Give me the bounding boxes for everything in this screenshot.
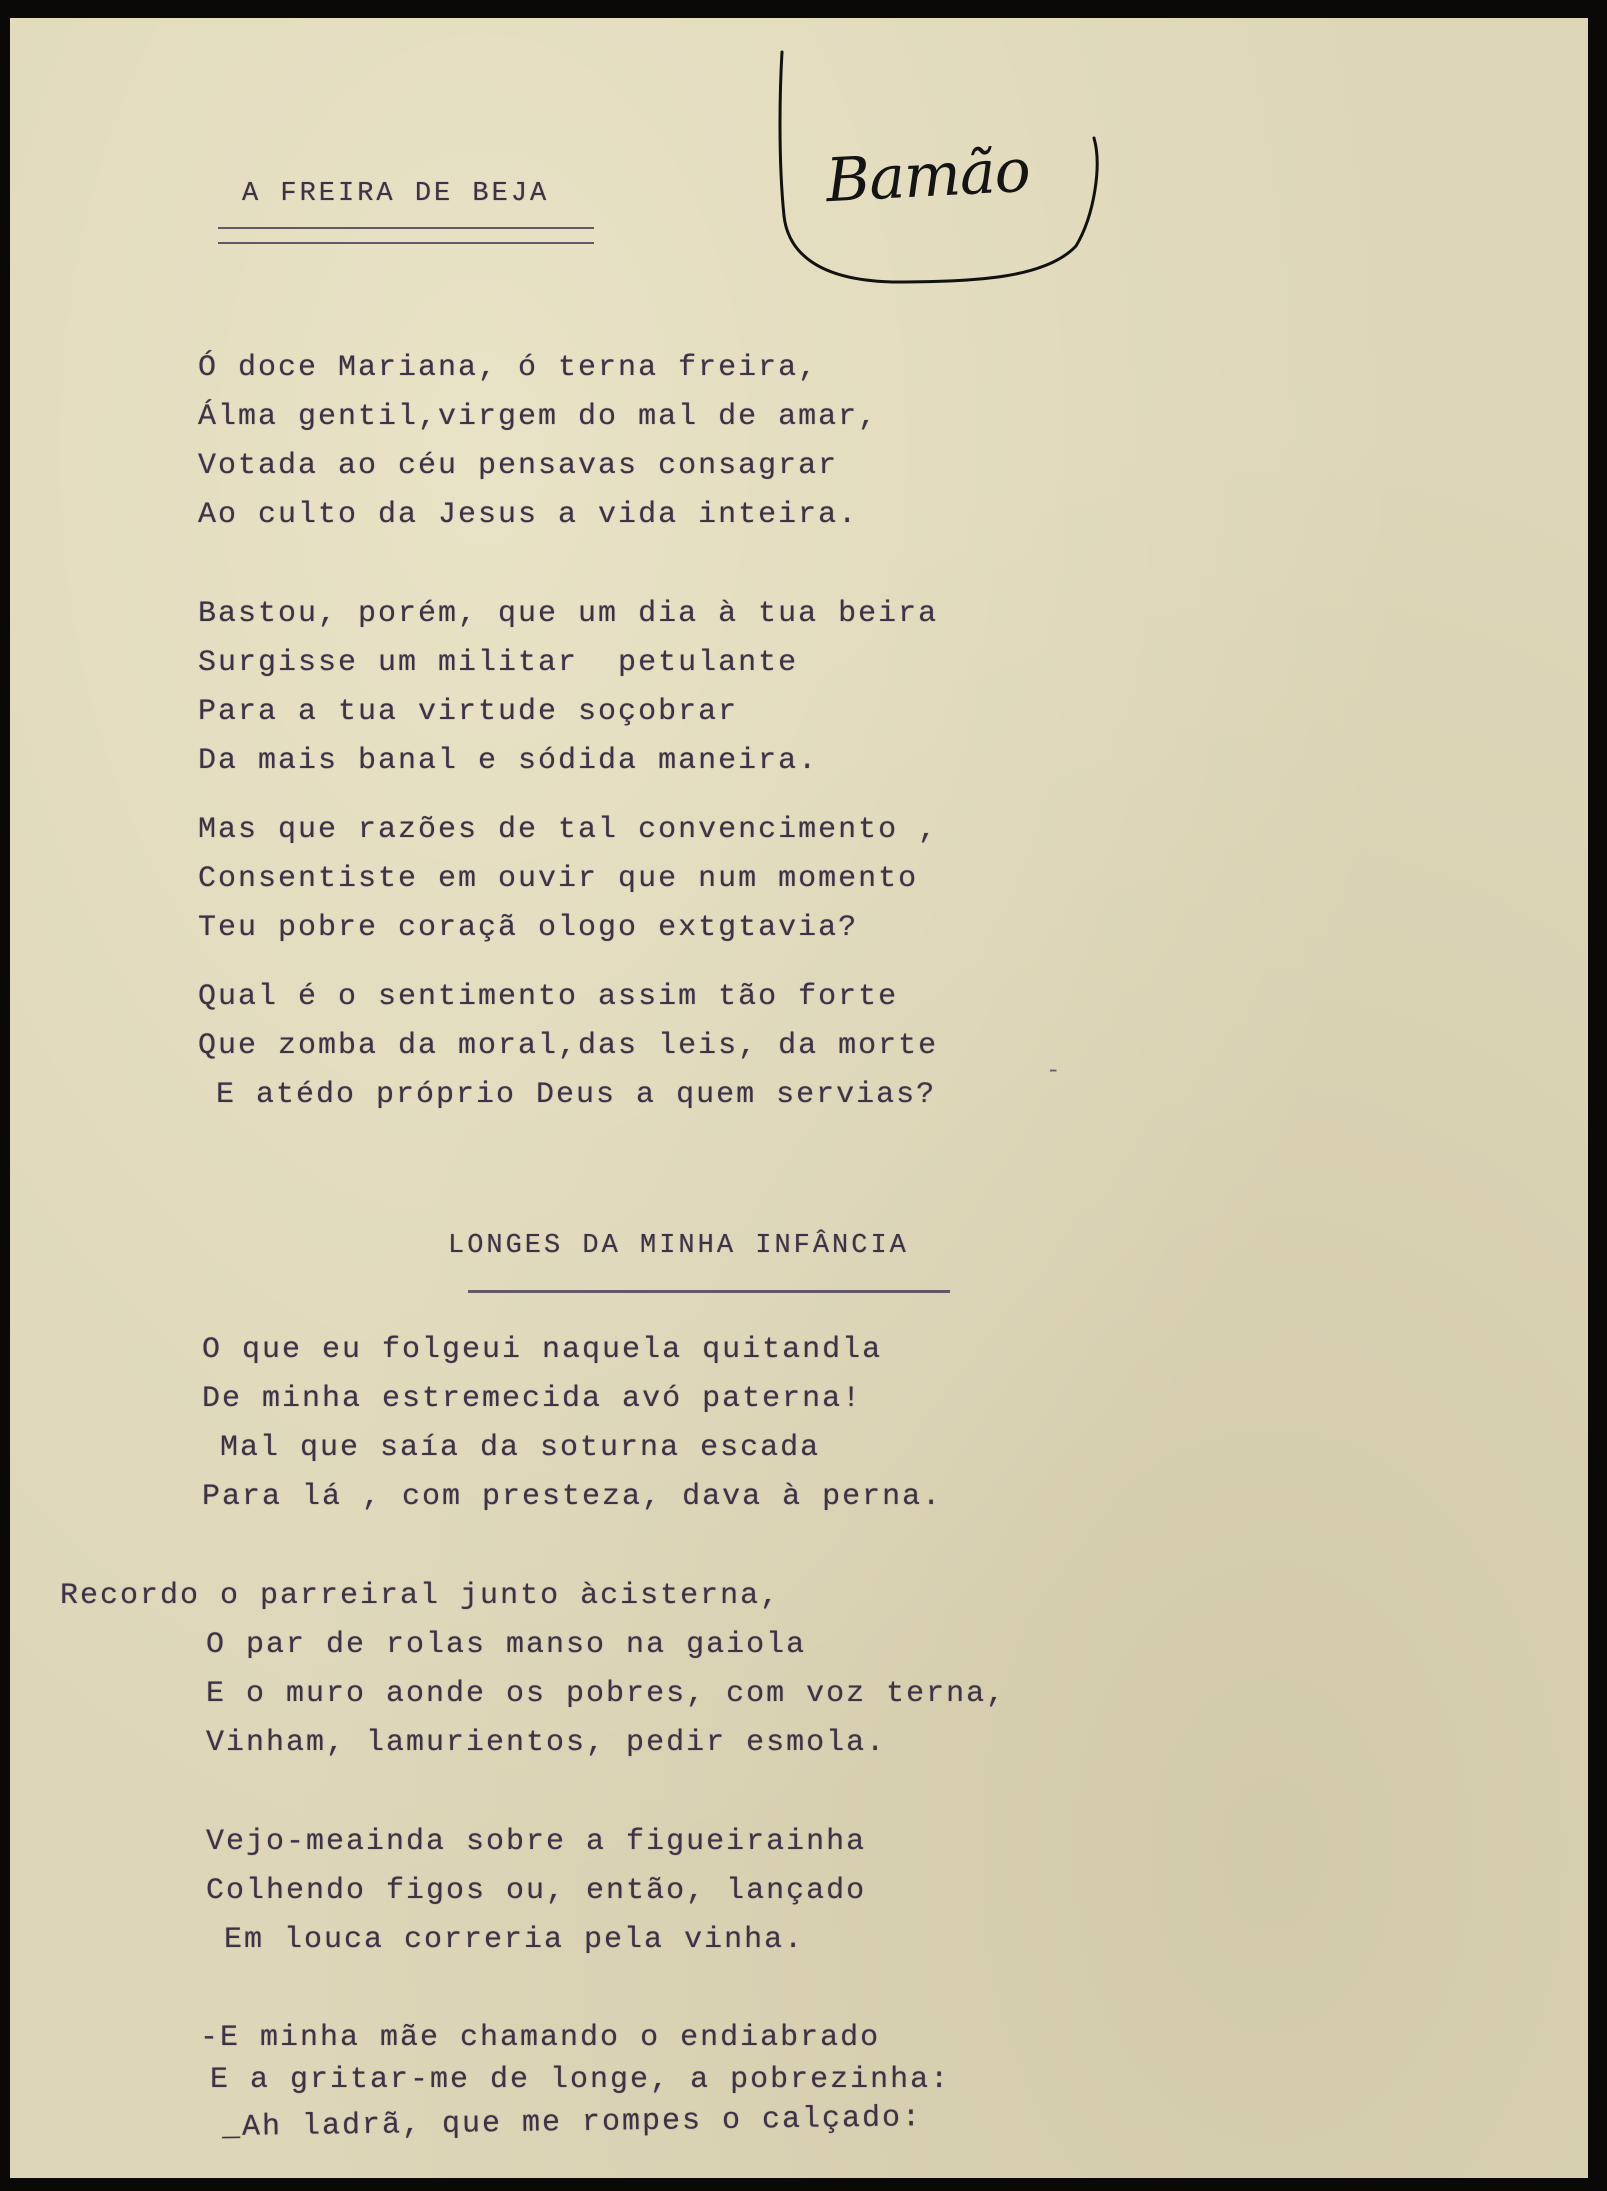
poem2-line-1: O que eu folgeui naquela quitandla [202, 1333, 883, 1367]
poem1-line-9: Mas que razões de tal convencimento , [198, 813, 939, 847]
poem1-line-10: Consentiste em ouvir que num momento [198, 862, 919, 896]
poem2-line-14: _Ah ladrã, que me rompes o calçado: [221, 2101, 923, 2145]
poem1-title-underline [218, 227, 594, 229]
poem1-line-7: Para a tua virtude soçobrar [198, 695, 739, 729]
stray-dash-mark: - [1046, 1058, 1061, 1085]
poem1-line-1: Ó doce Mariana, ó terna freira, [198, 351, 819, 385]
poem2-line-10: Colhendo figos ou, então, lançado [206, 1874, 867, 1908]
poem1-line-3: Votada ao céu pensavas consagrar [198, 449, 839, 483]
poem1-line-12: Qual é o sentimento assim tão forte [198, 980, 899, 1014]
poem1-line-13: Que zomba da moral,das leis, da morte [198, 1029, 939, 1063]
poem2-line-4: Para lá , com presteza, dava à perna. [202, 1480, 943, 1514]
poem2-title-underline [468, 1290, 950, 1293]
typewritten-page [10, 18, 1588, 2178]
poem2-line-3: Mal que saía da soturna escada [220, 1431, 821, 1465]
poem1-line-4: Ao culto da Jesus a vida inteira. [198, 498, 859, 532]
poem2-line-2: De minha estremecida avó paterna! [202, 1382, 863, 1416]
poem2-line-9: Vejo-meainda sobre a figueirainha [206, 1825, 867, 1859]
poem2-line-5: Recordo o parreiral junto àcisterna, [60, 1579, 781, 1613]
poem1-line-5: Bastou, porém, que um dia à tua beira [198, 597, 939, 631]
poem1-title-underline-2 [218, 242, 594, 244]
poem2-line-13: E a gritar-me de longe, a pobrezinha: [210, 2063, 951, 2097]
poem2-line-6: O par de rolas manso na gaiola [206, 1628, 807, 1662]
poem1-line-14: E atédo próprio Deus a quem servias? [216, 1078, 937, 1112]
poem1-title: A FREIRA DE BEJA [242, 179, 550, 209]
poem2-title: LONGES DA MINHA INFÂNCIA [448, 1231, 909, 1261]
handwritten-annotation [776, 46, 1106, 286]
poem1-line-11: Teu pobre coraçã ologo extgtavia? [198, 911, 859, 945]
poem2-line-12: -E minha mãe chamando o endiabrado [200, 2021, 881, 2055]
poem2-line-7: E o muro aonde os pobres, com voz terna, [206, 1677, 1007, 1711]
poem1-line-6: Surgisse um militar petulante [198, 646, 799, 680]
handwritten-name: Bamão [824, 135, 1032, 217]
poem2-line-11: Em louca correria pela vinha. [224, 1923, 805, 1957]
poem2-line-8: Vinham, lamurientos, pedir esmola. [206, 1726, 887, 1760]
poem1-line-2: Álma gentil,virgem do mal de amar, [198, 400, 879, 434]
poem1-line-8: Da mais banal e sódida maneira. [198, 744, 819, 778]
